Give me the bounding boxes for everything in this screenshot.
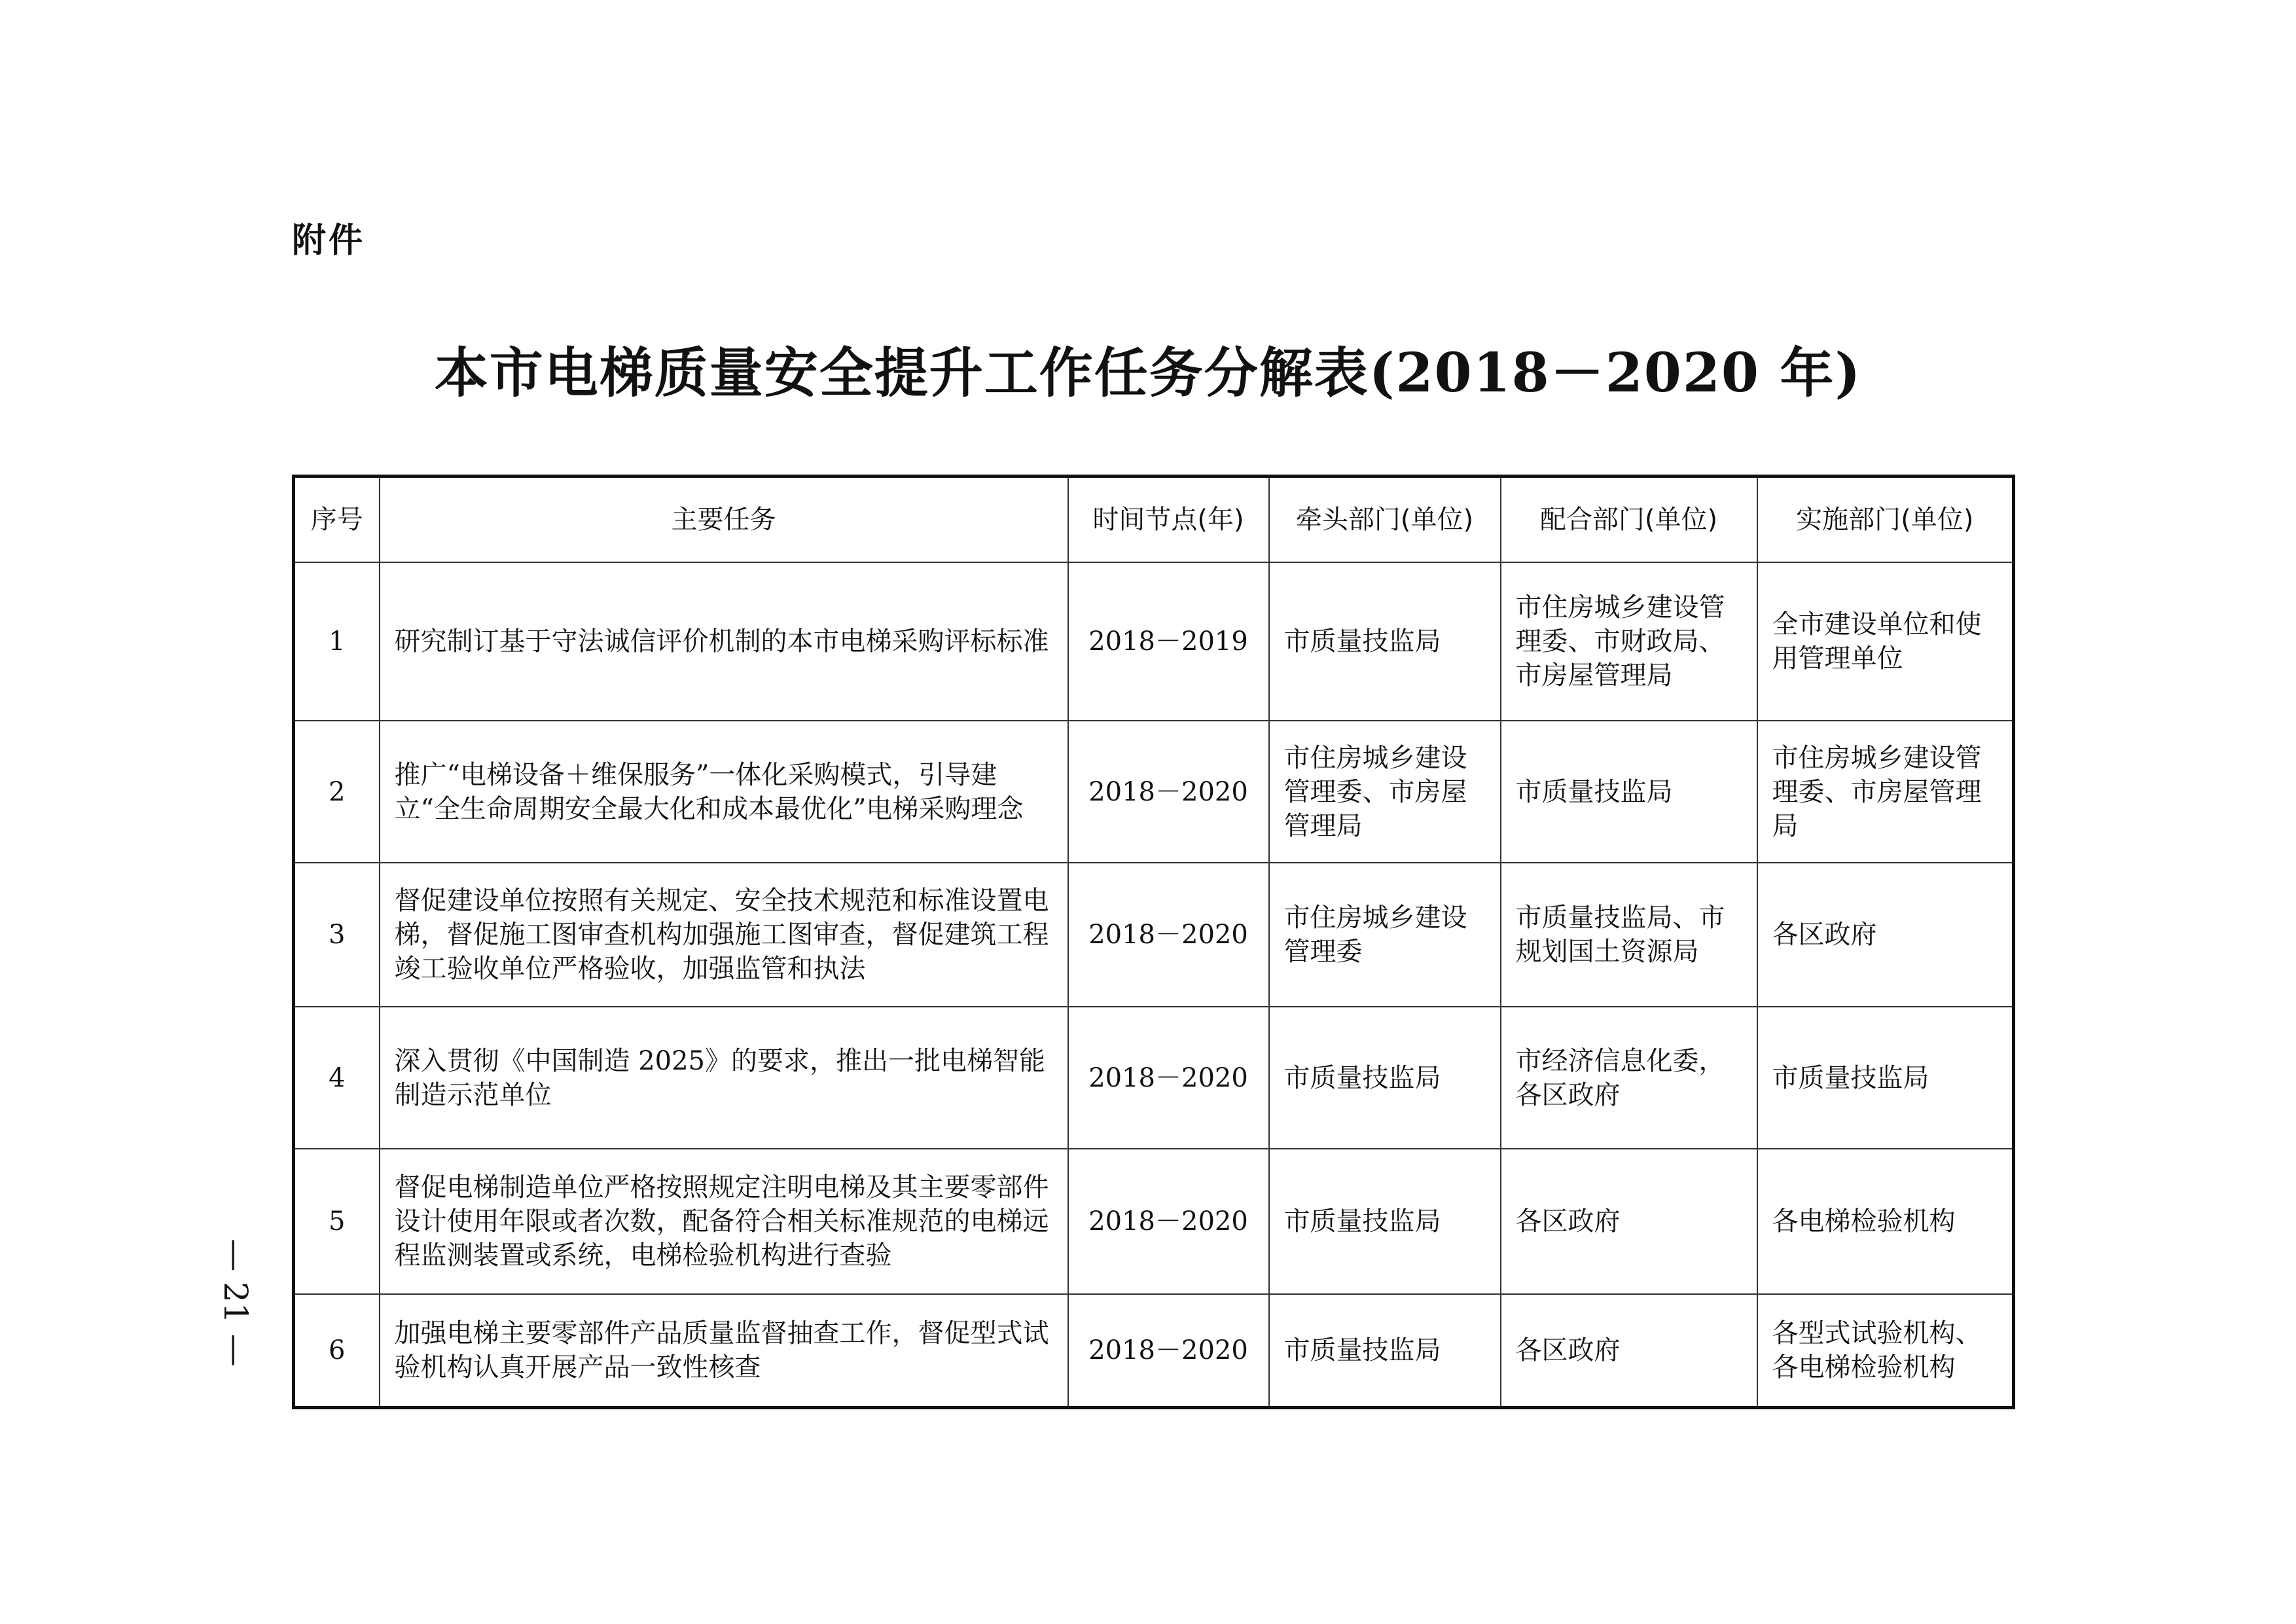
document-title: 本市电梯质量安全提升工作任务分解表(2018－2020 年) — [434, 342, 1862, 405]
header-task: 主要任务 — [380, 477, 1068, 563]
cell-coop: 市质量技监局、市规划国土资源局 — [1501, 863, 1757, 1007]
cell-time: 2018－2019 — [1068, 562, 1269, 721]
cell-time: 2018－2020 — [1068, 1149, 1269, 1294]
cell-impl: 各电梯检验机构 — [1757, 1149, 2014, 1294]
table-row — [294, 562, 2014, 721]
header-impl: 实施部门(单位) — [1757, 477, 2014, 563]
cell-seq: 1 — [294, 562, 380, 721]
cell-coop: 市质量技监局 — [1501, 721, 1757, 863]
cell-lead: 市住房城乡建设管理委、市房屋管理局 — [1269, 721, 1501, 863]
cell-task: 研究制订基于守法诚信评价机制的本市电梯采购评标标准 — [380, 562, 1068, 721]
cell-task: 督促电梯制造单位严格按照规定注明电梯及其主要零部件设计使用年限或者次数，配备符合相关标准规范的电梯远程监测装置或系统，电梯检验机构进行查验 — [380, 1149, 1068, 1294]
table-row — [294, 721, 2014, 863]
cell-coop: 各区政府 — [1501, 1294, 1757, 1408]
cell-seq: 5 — [294, 1149, 380, 1294]
cell-lead: 市质量技监局 — [1269, 1007, 1501, 1149]
cell-task: 深入贯彻《中国制造 2025》的要求，推出一批电梯智能制造示范单位 — [380, 1007, 1068, 1149]
header-seq: 序号 — [294, 477, 380, 563]
cell-impl: 各型式试验机构、各电梯检验机构 — [1757, 1294, 2014, 1408]
cell-impl: 各区政府 — [1757, 863, 2014, 1007]
cell-coop: 市住房城乡建设管理委、市财政局、市房屋管理局 — [1501, 562, 1757, 721]
cell-seq: 2 — [294, 721, 380, 863]
cell-task: 督促建设单位按照有关规定、安全技术规范和标准设置电梯，督促施工图审查机构加强施工图审查，督促建筑工程竣工验收单位严格验收，加强监管和执法 — [380, 863, 1068, 1007]
table-row — [294, 1149, 2014, 1294]
cell-time: 2018－2020 — [1068, 1007, 1269, 1149]
header-lead: 牵头部门(单位) — [1269, 477, 1501, 563]
cell-lead: 市质量技监局 — [1269, 562, 1501, 721]
cell-seq: 4 — [294, 1007, 380, 1149]
table-row — [294, 863, 2014, 1007]
cell-impl: 市住房城乡建设管理委、市房屋管理局 — [1757, 721, 2014, 863]
task-table — [292, 475, 2015, 1409]
header-coop: 配合部门(单位) — [1501, 477, 1757, 563]
header-time: 时间节点(年) — [1068, 477, 1269, 563]
cell-impl: 全市建设单位和使用管理单位 — [1757, 562, 2014, 721]
cell-seq: 6 — [294, 1294, 380, 1408]
cell-task: 加强电梯主要零部件产品质量监督抽查工作，督促型式试验机构认真开展产品一致性核查 — [380, 1294, 1068, 1408]
cell-time: 2018－2020 — [1068, 1294, 1269, 1408]
cell-lead: 市质量技监局 — [1269, 1294, 1501, 1408]
table-row — [294, 1007, 2014, 1149]
cell-coop: 各区政府 — [1501, 1149, 1757, 1294]
page-number: — 21 — — [217, 1238, 255, 1367]
cell-seq: 3 — [294, 863, 380, 1007]
cell-time: 2018－2020 — [1068, 863, 1269, 1007]
cell-impl: 市质量技监局 — [1757, 1007, 2014, 1149]
table-header-row — [294, 477, 2014, 563]
cell-lead: 市质量技监局 — [1269, 1149, 1501, 1294]
cell-lead: 市住房城乡建设管理委 — [1269, 863, 1501, 1007]
cell-time: 2018－2020 — [1068, 721, 1269, 863]
attachment-label: 附件 — [292, 221, 366, 261]
cell-coop: 市经济信息化委，各区政府 — [1501, 1007, 1757, 1149]
table-row — [294, 1294, 2014, 1408]
cell-task: 推广“电梯设备＋维保服务”一体化采购模式，引导建立“全生命周期安全最大化和成本最优化”电梯采购理念 — [380, 721, 1068, 863]
